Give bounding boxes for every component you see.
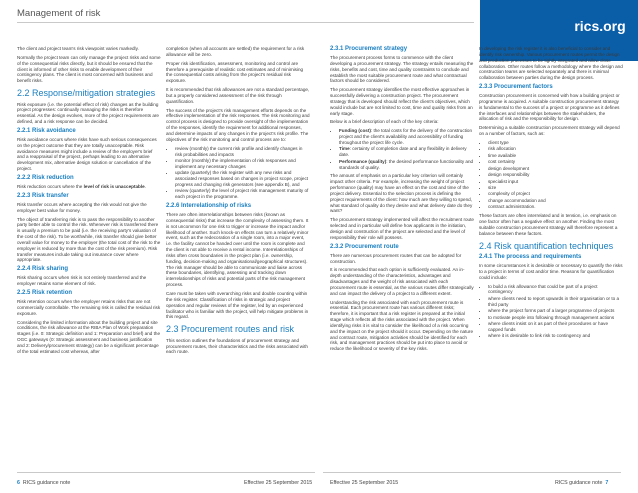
subsection-heading: 2.2.5 Risk retention [17,289,73,296]
subsection-heading: 2.2.1 Risk avoidance [17,127,76,134]
text-run: : the desired performance functionality and standards of quality. [339,158,474,170]
subsection-heading: 2.3.3 Procurement factors [479,84,553,91]
list-item: • size [488,185,623,191]
column-right-a [330,46,474,355]
footer-date-right: Effective 25 September 2015 [330,480,399,486]
list-item: • to motivate people into following through management actions [488,315,623,321]
footer-rule-left [17,472,315,473]
subsection-heading: 2.2.2 Risk reduction [17,175,74,181]
paragraph: Understanding the risk associated with each procurement route is essential. Each procurement route has various different risks; therefore, it is important that a risk register is prepared at the initial stage which reflects all the risks associated with the project. When identifying risks it is vital to consider the likelihood of a risk occurring and the impact on the project should it occur. Depending on the nature and contract route, mitigation activities should be identified for each risk, and management practices should be put into place to avoid or reduce the likelihood or severity of the key risks. [330,299,474,352]
section-heading: 2.3 Procurement routes and risk [166,324,295,335]
list-item [339,128,474,146]
page-header-title: Management of risk [17,8,101,19]
list-item: • specialist input [488,179,623,185]
bold-text: Performance (quality) [339,158,387,164]
paragraph: Risk sharing occurs when risk is not entirely transferred and the employer retains some element of risk. [17,275,147,287]
section-heading: 2.4 Risk quantification techniques [479,240,614,251]
paragraph: The procurement strategy implemented will affect the recruitment route selected and in particular will define how applicants in the initiation, design and construction of the project are selected and the level of responsibility their role will possess. [330,217,474,240]
paragraph: This section outlines the foundations of procurement strategy and procurement routes, their characteristics and the risks associated with each route. [166,337,308,355]
footer-left [17,480,70,486]
paragraph: There are often interrelationships between risks (known as consequential risks) that increase the complexity of assessing them. It is not uncommon for one risk to trigger or increase the impact and/or likelihood of another. Such knock-on effects can turn a relatively minor event, such as the redecoration of a single room, into a major event, i.e. the facility cannot be handed over until the room is complete and the client is not able to receive a rental income. Interrelationships of risks often cross boundaries in the project plan (i.e. ownership, funding, decision-making and organisational/geographical structures). The risk manager should be able to communicate and liaise across these boundaries, identifying, assessing and tracking down interrelationships of risks and potential parts of the risk management process. [166,212,309,288]
paragraph: Considering the limited information about the building project and site conditions, the risk allowance at the RIBA Plan of Work preparation stages (i.e. 0: Strategic definition and 1: Preparation and brief) and the OGC gateways (0: Strategic assessment and business justification and 2: Delivery/procurement strategy) can be a significant percentage of the total estimated cost whereas, after [17,319,161,354]
paragraph: Risk transfer occurs where accepting the risk would not give the employer best value for money. [17,201,147,213]
text-run: : certainty of completion date and any flexibility in delivery date. [339,146,467,158]
list-item [339,159,474,171]
paragraph: The procurement strategy identifies the most effective approaches in successfully delivering a construction project. The procurement strategy that is developed should reflect the client's objectives, which would include but are not limited to cost, time and quality risks from an early stage. [330,87,473,116]
bullet-list [166,146,310,200]
list-item: • to build a risk allowance that could be part of a project contingency [488,284,623,296]
page-number-left: 6 [17,480,20,486]
paragraph: In some circumstances it is desirable or necessary to quantify the risks to a project in terms of cost and/or time. Reasons for quantification could include: [479,263,623,280]
paragraph: These factors are often interrelated and in tension, i.e. emphasis on one factor often has a negative effect on another. Finding the most suitable construction procurement strategy will therefore represent a balance between these factors. [479,213,618,236]
column-left [17,46,161,358]
list-item: • update (quarterly) the risk register with any new risks and associated responses based on changes in project scope, project progress and changing risk generators (see appendix B), and [175,170,310,188]
subsection-heading: 2.3.2 Procurement route [330,243,399,250]
bullet-list [479,140,623,210]
subsection-heading: 2.3.1 Procurement strategy [330,46,408,52]
list-item: • cost certainty [488,159,623,165]
column-mid [166,46,310,358]
text-run: Risk reduction occurs where the [17,184,84,189]
list-item: • review (quarterly) the level of project risk management maturity of each project in the programme. [175,188,310,200]
paragraph [17,184,161,190]
list-item: • where it is desirable to link risk to contingency and [488,333,623,339]
paragraph: Care must be taken with overarching risks and double counting within the risk register. Classification of risks in strategic and project operation and regular reviews of the register, led by an experienced facilitator who is familiar with the project, will help mitigate problems in this regard. [166,291,309,320]
paragraph: Determining a suitable construction procurement strategy will depend on a number of factors, such as: [479,125,620,137]
paragraph: Proper risk identification, assessment, monitoring and control are therefore a prerequisite of realistic cost estimates and of minimising the consequential costs arising from the project's residual risk exposure. [166,60,304,84]
footer-rule-right [323,472,621,473]
paragraph: Risk exposure (i.e. the potential effect of risk) changes as the building project progresses: continually managing the risks is therefore essential. As the design evolves, more of the project requirements are defined, and a risk response can be decided. [17,101,159,125]
bold-text: Time [339,146,350,152]
paragraph: In developing the risk register it is also beneficial to consider and identify risk ownership. Various procurement routes permit the design and production processes to be tightly integrated and allow close collaboration. Other routes follow a methodology where the design and construction teams are selected separately and there is minimal collaboration between parties during the design process. [479,46,623,81]
list-item: • design development [488,166,623,172]
page-number-right: 7 [605,480,609,486]
paragraph: Below is a brief description of each of the key criteria: [330,119,439,125]
list-item: • change accommodation and [488,198,623,204]
list-item: • where the project forms part of a larger programme of projects [488,308,623,314]
list-item: • client type [488,140,623,146]
list-item: • contract administration. [488,204,623,210]
bullet-list [330,128,474,170]
subsection-heading: 2.4.1 The process and requirements [479,254,582,261]
footer-date-left: Effective 25 September 2015 [244,480,313,486]
text-run: : the total costs for the delivery of the construction project and the client's availability and accessibility of funding throughout the project life cycle. [339,128,473,145]
paragraph: The success of the project's risk management efforts depends on the effective implementation of the risk responses. The risk monitoring and control process is designed to provide oversight of the implementation of the responses, identify the requirement for additional responses, and determine impacts of any changes in the project's risk profile. The objectives of the risk monitoring and control process are to: [166,107,310,142]
paragraph: Normally the project team can only manage the project risks and some of the consequential risks directly, but it should be ensured that the client is informed of other risks to enable development of their contingency plans. The client is most concerned with business and benefit risks. [17,54,161,84]
text-run: . [144,184,146,189]
footer-right [555,480,608,486]
paragraph: It is recommended that risk allowances are not a standard percentage, but a properly considered assessment of the risk through quantification. [166,87,310,104]
paragraph: It is recommended that each option is sufficiently evaluated. An in-depth understanding of the characteristics, advantages and disadvantages and the weight of risk associated with each procurement route is essential, as the various routes differ strategically and can impact the delivery of a project to a different extent. [330,267,474,296]
bold-text: level of risk is unacceptable [83,184,145,189]
footer-label-left: RICS guidance note [22,480,71,486]
paragraph: There are numerous procurement routes that can be adopted for construction. [330,252,462,264]
list-item: • where clients need to report upwards in their organisation or to a third party [488,296,623,308]
paragraph: The object of transferring risk is to pass the responsibility to another party better able to control the risk. Whenever risk is transferred there is usually a premium to be paid (i.e. the receiving party's valuation of the cost of the risk). To be worthwhile, risk transfer should give better overall value for money to the employer (the total cost of the risk to the employer is reduced by more than the cost of the risk premium). Risk transfer measures include taking out insurance cover where appropriate. [17,216,161,263]
bold-text: Funding (cost) [339,128,371,134]
subsection-heading: 2.2.3 Risk transfer [17,192,69,199]
list-item: • risk allocation [488,146,623,152]
footer-label-right: RICS guidance note [555,480,603,486]
bullet-list [479,284,623,340]
paragraph: The procurement process forms to commence with the client developing a procurement strategy. The strategy entails measuring the risks, benefits and cost, time and quality constraints to conclude and establish the most suitable procurement route and what contractual factors should be considered. [330,55,474,84]
paragraph: Risk retention occurs when the employer retains risks that are not commercially controllable. The remaining risk is called the residual risk exposure. [17,298,161,316]
column-right-b [479,46,623,342]
paragraph: The client and project team's risk viewpoint varies markedly. [17,46,139,51]
list-item: • time available [488,153,623,159]
list-item: • review (monthly) the current risk profile and identify changes in risk probabilities and impacts [175,146,310,158]
subsection-heading: 2.2.4 Risk sharing [17,266,69,273]
paragraph: Risk avoidance occurs where risks have such serious consequences on the project outcome that they are totally unacceptable. Risk avoidance measures might include a review of the employer's brief and a reappraisal of the project, perhaps leading to an alternative development mix, alternative design solution or cancellation of the project. [17,136,157,172]
list-item: • design responsibility [488,172,623,178]
list-item: • where clients insist on it as part of their procedures or have capped funds [488,321,623,333]
list-item [339,146,474,158]
rics-logo[interactable]: rics.org [574,18,626,34]
list-item: • complexity of project [488,191,623,197]
paragraph: Construction procurement is concerned with how a building project or programme is acquired. A suitable construction procurement strategy is fundamental to the success of a project or programme as it defines the interfaces and relationships between the stakeholders, the allocation of risk and the responsibility for design. [479,93,620,122]
paragraph: The amount of emphasis on a particular key criterion will certainly impact other criteria. For example, increasing the weight of project performance (quality) may have an effect on the cost and time of the project delivery. Essential to the selection process is defining the project requirements of the client: how much are they willing to spend, what standard of quality do they desire and what delivery date do they want? [330,173,473,214]
subsection-heading: 2.2.6 Interrelationship of risks [166,203,252,210]
header-rule [17,22,474,23]
paragraph: completion (when all accounts are settled) the requirement for a risk allowance will be zero. [166,46,305,57]
section-heading: 2.2 Response/mitigation strategies [17,88,156,99]
list-item: • monitor (monthly) the implementation of risk responses and implement any necessary changes [175,158,310,170]
